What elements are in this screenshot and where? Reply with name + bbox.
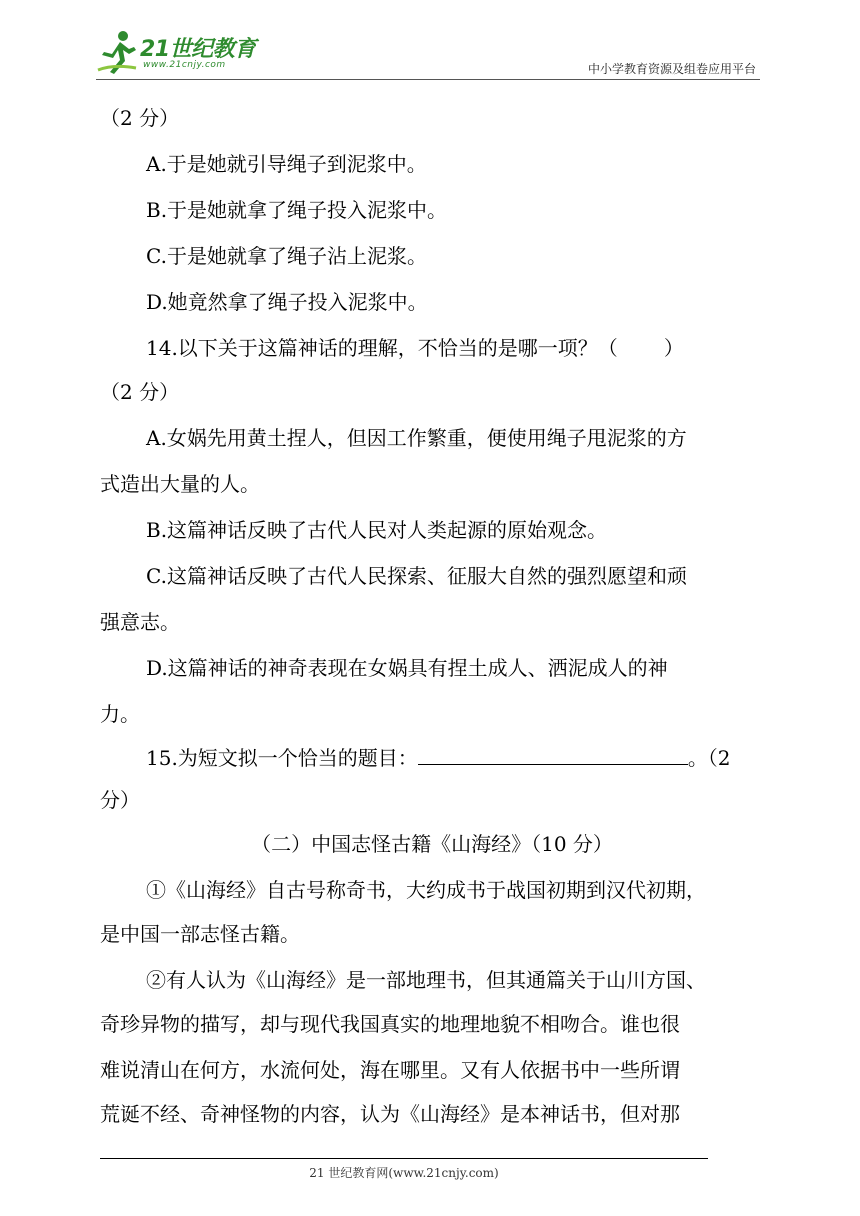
- site-logo: [96, 30, 266, 78]
- closing-paren: ）: [663, 336, 684, 360]
- footer-divider: [100, 1158, 708, 1159]
- option-line: C.这篇神话反映了古代人民探索、征服大自然的强烈愿望和顽: [146, 564, 687, 588]
- paragraph-line: ①《山海经》自古号称奇书，大约成书于战国初期到汉代初期，: [146, 878, 706, 902]
- logo-text: 21世纪教育: [140, 37, 256, 62]
- option-line: B.这篇神话反映了古代人民对人类起源的原始观念。: [146, 518, 608, 542]
- paragraph-line: 奇珍异物的描写，却与现代我国真实的地理地貌不相吻合。谁也很: [100, 1012, 680, 1036]
- text-line: 式造出大量的人。: [100, 472, 260, 496]
- option-line: D.这篇神话的神奇表现在女娲具有捏土成人、洒泥成人的神: [146, 656, 668, 680]
- answer-blank[interactable]: [418, 742, 688, 765]
- section-heading: （二）中国志怪古籍《山海经》（10 分）: [251, 832, 613, 856]
- question-text: 14.以下关于这篇神话的理解，不恰当的是哪一项？（: [146, 336, 618, 360]
- option-line: C.于是她就拿了绳子沾上泥浆。: [146, 244, 427, 268]
- text-line: 力。: [100, 702, 140, 726]
- page-footer: 21 世纪教育网(www.21cnjy.com): [309, 1166, 499, 1180]
- text-line: （2 分）: [100, 380, 180, 404]
- text-line: 强意志。: [100, 610, 180, 634]
- option-line: B.于是她就拿了绳子投入泥浆中。: [146, 198, 448, 222]
- question-14: [146, 334, 684, 362]
- option-line: A.于是她就引导绳子到泥浆中。: [146, 152, 427, 176]
- header-tagline: 中小学教育资源及组卷应用平台: [587, 62, 756, 76]
- page-header: [0, 0, 860, 84]
- option-line: A.女娲先用黄土捏人，但因工作繁重，便使用绳子甩泥浆的方: [146, 426, 687, 450]
- text-line: （2 分）: [100, 106, 180, 130]
- score-text: 。（2: [687, 746, 731, 770]
- option-line: D.她竟然拿了绳子投入泥浆中。: [146, 290, 428, 314]
- header-divider: [96, 79, 760, 80]
- paragraph-line: 荒诞不经、奇神怪物的内容，认为《山海经》是本神话书，但对那: [100, 1102, 680, 1126]
- logo-url: www.21cnjy.com: [143, 60, 226, 70]
- question-15: [146, 742, 731, 772]
- runner-logo-icon: [96, 30, 140, 76]
- paragraph-line: ②有人认为《山海经》是一部地理书，但其通篇关于山川方国、: [146, 968, 706, 992]
- question-text: 15.为短文拟一个恰当的题目：: [146, 746, 418, 770]
- text-line: 分）: [100, 788, 140, 812]
- paragraph-line: 是中国一部志怪古籍。: [100, 922, 300, 946]
- paragraph-line: 难说清山在何方，水流何处，海在哪里。又有人依据书中一些所谓: [100, 1058, 680, 1082]
